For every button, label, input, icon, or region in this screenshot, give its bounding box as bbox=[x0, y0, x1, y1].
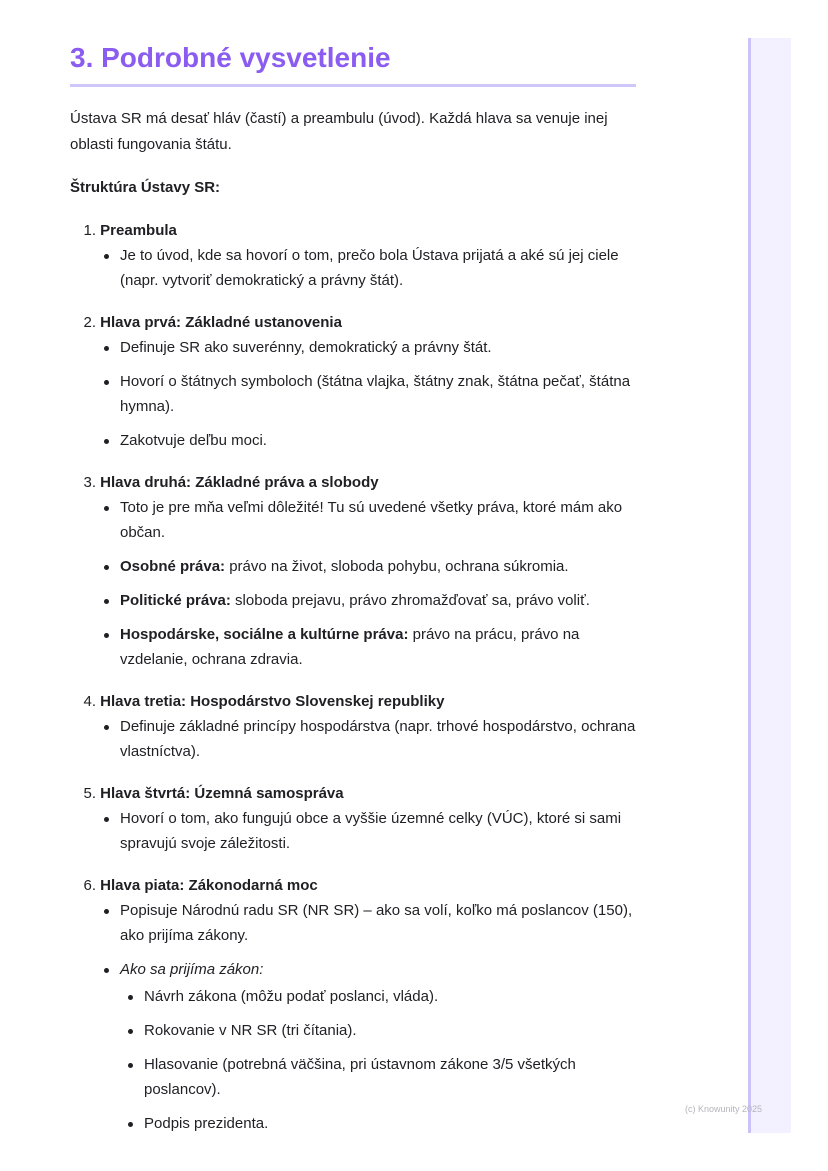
section-number: 3. bbox=[83, 474, 96, 491]
bullet-list bbox=[70, 714, 636, 764]
bullet-item bbox=[70, 957, 636, 1136]
bullet-item bbox=[70, 428, 636, 453]
bullet-item bbox=[70, 714, 636, 764]
sub-bullet-item: Rokovanie v NR SR (tri čítania). bbox=[120, 1018, 636, 1043]
bullet-text: Zakotvuje deľbu moci. bbox=[120, 432, 267, 449]
bullet-item bbox=[70, 554, 636, 579]
section-title: Hlava prvá: Základné ustanovenia bbox=[100, 314, 342, 331]
bullet-text: Hovorí o tom, ako fungujú obce a vyššie územné celky (VÚC), ktoré si sami spravujú svoje záležitosti. bbox=[120, 810, 622, 852]
section-number: 6. bbox=[83, 877, 96, 894]
sub-bullet-list bbox=[120, 984, 636, 1136]
bullet-text: právo na život, sloboda pohybu, ochrana súkromia. bbox=[225, 558, 569, 575]
bullet-text: sloboda prejavu, právo zhromažďovať sa, právo voliť. bbox=[230, 592, 590, 609]
bullet-list bbox=[70, 335, 636, 453]
section-item bbox=[70, 218, 636, 293]
section-item bbox=[70, 470, 636, 672]
sub-bullet-item: Podpis prezidenta. bbox=[120, 1111, 636, 1136]
bullet-list bbox=[70, 806, 636, 856]
intro-paragraph: Ústava SR má desať hláv (častí) a preambulu (úvod). Každá hlava sa venuje inej oblasti fungovania štátu. bbox=[70, 110, 608, 153]
bullet-item bbox=[70, 335, 636, 360]
bullet-bold-label: Osobné práva: bbox=[120, 558, 226, 575]
bullet-item bbox=[70, 898, 636, 948]
bullet-item bbox=[70, 622, 636, 672]
bullet-list bbox=[70, 898, 636, 1136]
section-title: Hlava piata: Zákonodarná moc bbox=[100, 877, 318, 894]
bullet-italic-label: Ako sa prijíma zákon: bbox=[120, 961, 264, 978]
page-title: 3. Podrobné vysvetlenie bbox=[70, 38, 636, 87]
bullet-item bbox=[70, 243, 636, 293]
bullet-item bbox=[70, 495, 636, 545]
section-number: 2. bbox=[83, 314, 96, 331]
section-number: 4. bbox=[83, 693, 96, 710]
section-title: Preambula bbox=[100, 222, 177, 239]
bullet-list bbox=[70, 243, 636, 293]
copyright-footer: (c) Knowunity 2025 bbox=[685, 1104, 763, 1114]
side-panel bbox=[748, 38, 791, 1133]
bullet-text: Definuje SR ako suverénny, demokratický a právny štát. bbox=[120, 339, 492, 356]
section-title: Hlava štvrtá: Územná samospráva bbox=[100, 785, 344, 802]
bullet-item bbox=[70, 806, 636, 856]
bullet-bold-label: Hospodárske, sociálne a kultúrne práva: bbox=[120, 626, 409, 643]
bullet-text: Definuje základné princípy hospodárstva (napr. trhové hospodárstvo, ochrana vlastníctva). bbox=[120, 718, 636, 760]
section-number: 5. bbox=[83, 785, 96, 802]
sub-bullet-item: Hlasovanie (potrebná väčšina, pri ústavnom zákone 3/5 všetkých poslancov). bbox=[120, 1052, 636, 1102]
structure-heading: Štruktúra Ústavy SR: bbox=[70, 179, 221, 196]
bullet-bold-label: Politické práva: bbox=[120, 592, 231, 609]
section-title: Hlava tretia: Hospodárstvo Slovenskej republiky bbox=[100, 693, 445, 710]
bullet-text: Hovorí o štátnych symboloch (štátna vlajka, štátny znak, štátna pečať, štátna hymna). bbox=[120, 373, 631, 415]
sub-bullet-item: Návrh zákona (môžu podať poslanci, vláda). bbox=[120, 984, 636, 1009]
section-item bbox=[70, 781, 636, 856]
bullet-text: Toto je pre mňa veľmi dôležité! Tu sú uvedené všetky práva, ktoré mám ako občan. bbox=[120, 499, 623, 541]
bullet-item bbox=[70, 588, 636, 613]
section-item bbox=[70, 310, 636, 453]
section-number: 1. bbox=[83, 222, 96, 239]
bullet-text: Popisuje Národnú radu SR (NR SR) – ako sa volí, koľko má poslancov (150), ako prijíma zákony. bbox=[120, 902, 633, 944]
bullet-list bbox=[70, 495, 636, 672]
bullet-item bbox=[70, 369, 636, 419]
bullet-text: Je to úvod, kde sa hovorí o tom, prečo bola Ústava prijatá a aké sú jej ciele (napr. vytvoriť demokratický a právny štát). bbox=[120, 247, 619, 289]
section-item bbox=[70, 873, 636, 1136]
document-content bbox=[70, 38, 636, 1153]
section-title: Hlava druhá: Základné práva a slobody bbox=[100, 474, 379, 491]
section-item bbox=[70, 689, 636, 764]
sections-list bbox=[70, 218, 636, 1136]
bullet-text: právo na prácu, právo na vzdelanie, ochrana zdravia. bbox=[120, 626, 580, 668]
